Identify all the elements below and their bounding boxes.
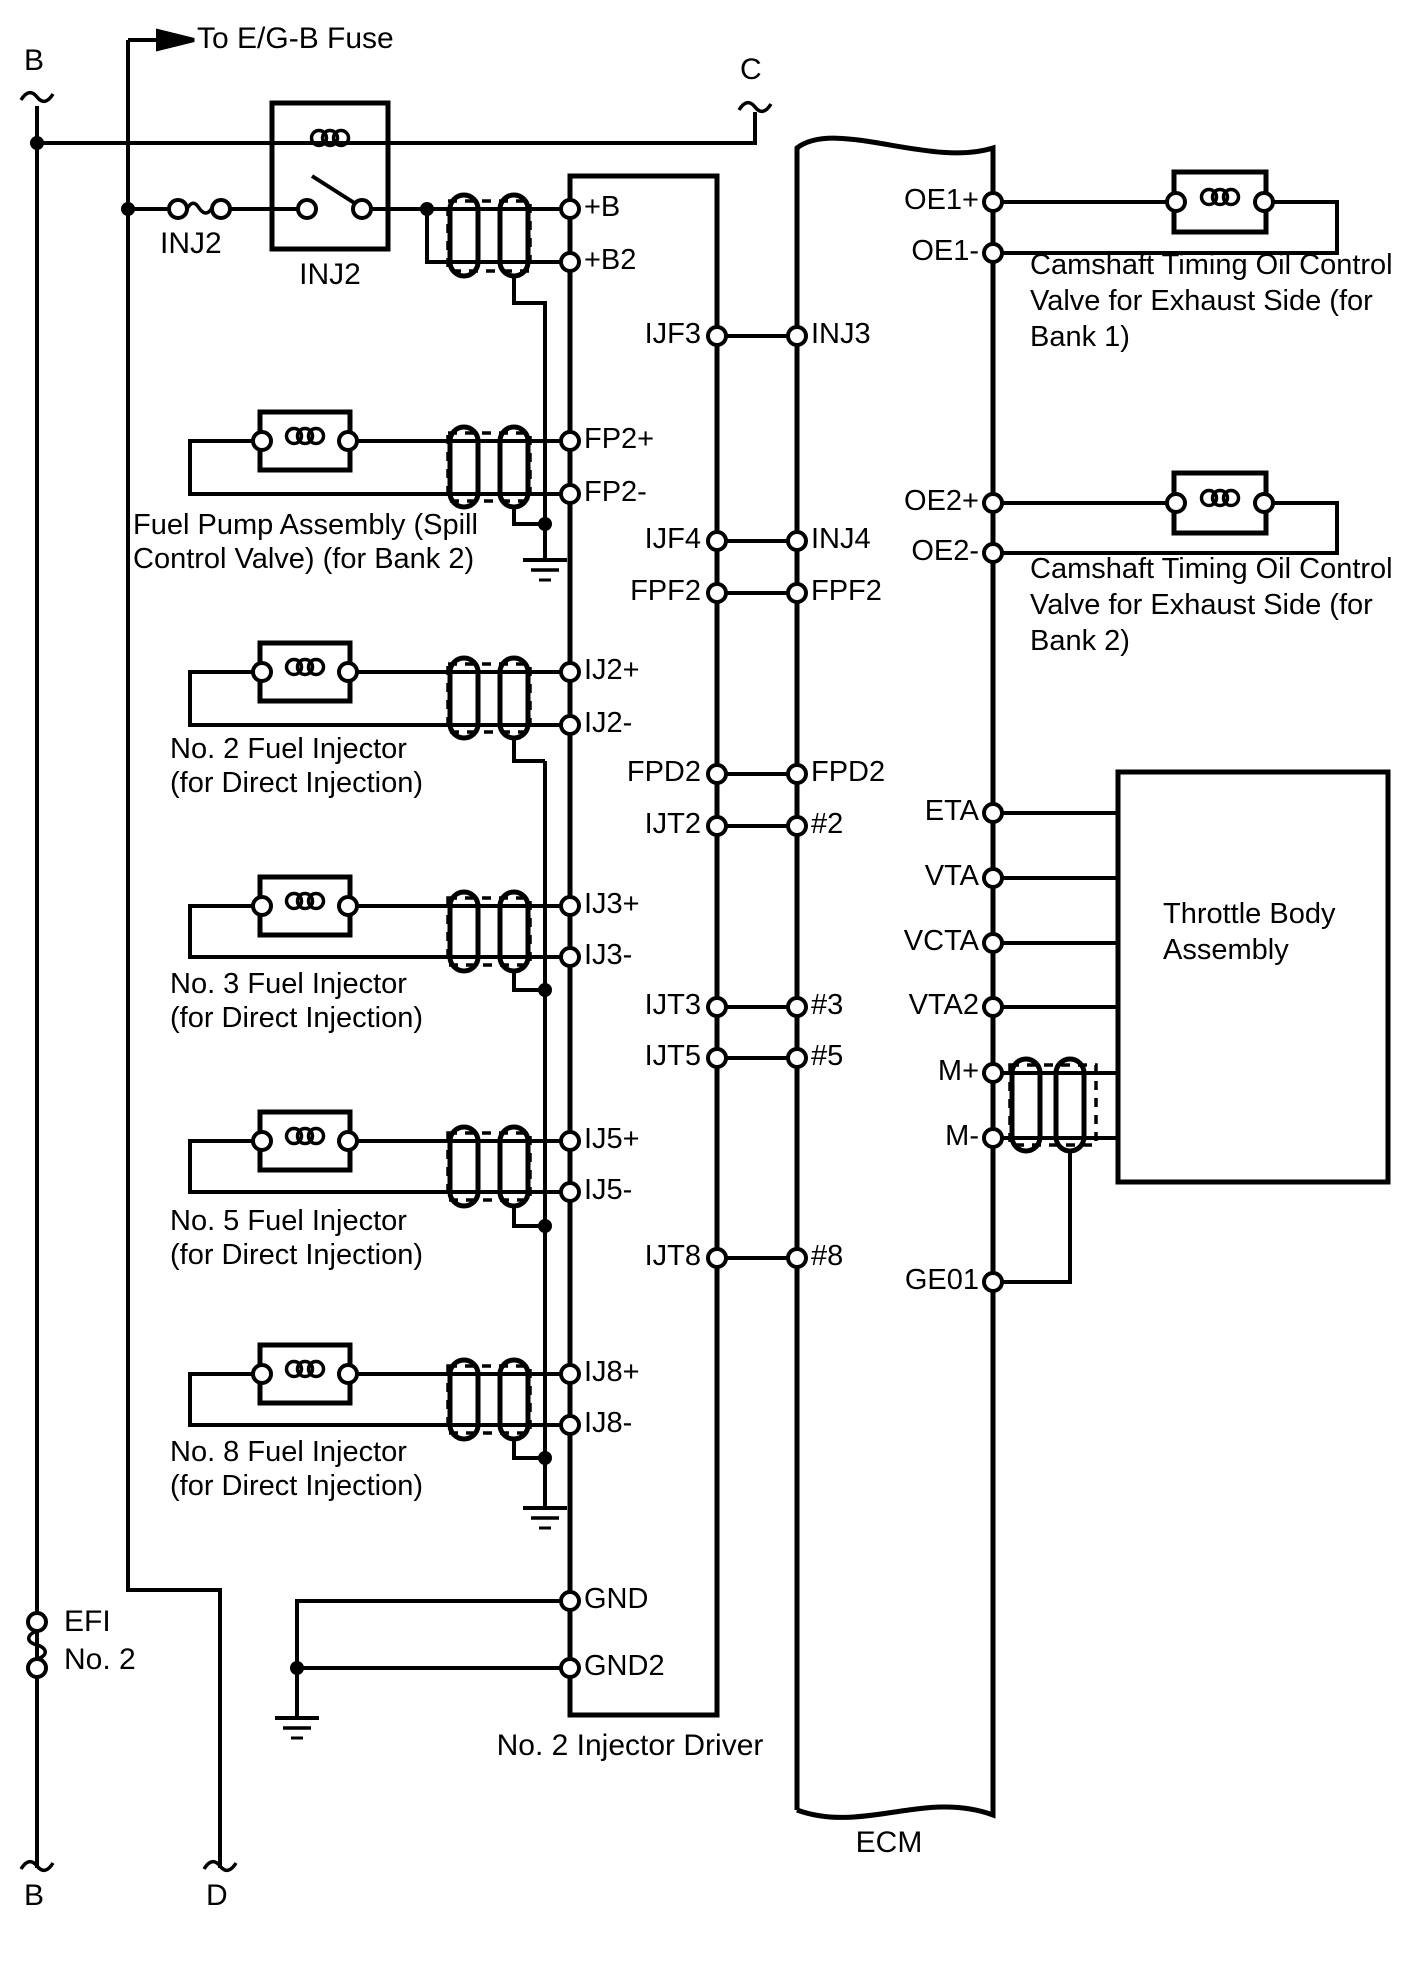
pin-label-driver-right-3: FPD2 [626,756,701,788]
shield-drain-m [993,1151,1070,1282]
label-fusible-link: INJ2 [160,227,222,260]
injector3-box [260,877,350,935]
label-injector3-2: (for Direct Injection) [170,1002,424,1034]
injector2-coil-icon [287,660,324,675]
label-oil-valve1-2: Valve for Exhaust Side (for [1030,285,1373,317]
pin-label-ecm-left-7: #8 [811,1240,844,1272]
gnd-wiring [275,1601,570,1738]
label-efi-1: EFI [64,1605,111,1638]
inj2-relay [272,103,570,249]
pin-label-ecm-right-9: M- [945,1120,979,1152]
egb-rail [128,31,236,1870]
pin-label-driver-left-9: IJ5- [584,1174,633,1206]
pin-label-driver-left-3: FP2- [584,476,647,508]
relay-box [272,103,388,249]
pin-label-driver-left-10: IJ8+ [584,1356,640,1388]
pin-label-driver-left-13: GND2 [584,1650,665,1682]
pin-label-ecm-right-2: OE2+ [904,485,979,517]
pin-label-driver-left-4: IJ2+ [584,654,640,686]
pin-label-driver-right-6: IJT5 [644,1040,701,1072]
label-injector5-1: No. 5 Fuel Injector [170,1205,407,1237]
pin-label-driver-left-8: IJ5+ [584,1123,640,1155]
pin-label-ecm-left-2: FPF2 [811,575,882,607]
label-to-egb-fuse: To E/G-B Fuse [197,22,394,55]
driver-ecm-wires [717,336,797,1258]
connector-break-b-top [21,93,53,102]
label-efi-2: No. 2 [64,1643,136,1676]
pin-label-driver-right-7: IJT8 [644,1240,701,1272]
label-oil-valve2-3: Bank 2) [1030,625,1130,657]
pin-label-ecm-left-0: INJ3 [811,318,871,350]
injector2-box [260,643,350,701]
connector-break-c [739,103,771,112]
pin-label-driver-right-1: IJF4 [644,523,701,555]
label-c-top: C [740,53,762,86]
shield-drain-ij2 [514,738,545,761]
relay-switch-blade [312,176,356,204]
label-driver-title: No. 2 Injector Driver [496,1729,764,1762]
pin-label-driver-right-5: IJT3 [644,989,701,1021]
b-rail [21,93,53,1871]
injector5-coil-icon [287,1129,324,1144]
ecm-box [797,138,993,1817]
fuel-pump-box [260,412,350,470]
pin-label-ecm-left-4: #2 [811,808,844,840]
fuel-pump-coil-icon [287,429,324,444]
arrow-icon [158,31,194,49]
label-oil-valve1-3: Bank 1) [1030,321,1130,353]
pin-label-ecm-right-1: OE1- [911,235,979,267]
relay-coil-line [37,103,771,143]
label-injector5-2: (for Direct Injection) [170,1239,424,1271]
throttle-body-box [1118,772,1388,1182]
pin-label-ecm-right-8: M+ [937,1055,979,1087]
efi-fuse [28,1613,46,1677]
oil-valve-bank1-coil-icon [1202,190,1239,205]
ground-symbol-3 [275,1668,319,1738]
label-b-top: B [24,44,45,77]
oil-valve-bank1-box [1174,172,1266,232]
oil-valve-bank1-component [993,172,1337,253]
pin-label-ecm-right-10: GE01 [904,1264,979,1296]
label-oil-valve2-2: Valve for Exhaust Side (for [1030,589,1373,621]
pin-label-ecm-right-0: OE1+ [904,184,979,216]
pin-label-driver-left-7: IJ3- [584,939,633,971]
label-fuel-pump-2: Control Valve) (for Bank 2) [133,543,475,575]
pin-label-ecm-right-4: ETA [924,795,979,827]
pin-label-driver-right-2: FPF2 [630,575,701,607]
pin-label-ecm-right-3: OE2- [911,535,979,567]
label-injector2-1: No. 2 Fuel Injector [170,733,407,765]
label-injector3-1: No. 3 Fuel Injector [170,968,407,1000]
pin-label-ecm-left-1: INJ4 [811,523,871,555]
pin-label-driver-left-2: FP2+ [584,423,655,455]
pin-label-ecm-right-5: VTA [924,860,979,892]
pin-label-ecm-right-7: VTA2 [908,989,979,1021]
label-b-bottom: B [24,1879,45,1912]
injector3-coil-icon [287,894,324,909]
pin-label-ecm-right-6: VCTA [903,925,979,957]
label-throttle-2: Assembly [1163,934,1289,966]
oil-valve-bank2-coil-icon [1202,491,1239,506]
label-injector8-2: (for Direct Injection) [170,1470,424,1502]
label-injector8-1: No. 8 Fuel Injector [170,1436,407,1468]
ground-symbol-2 [523,1458,567,1528]
ground-symbol-1 [523,524,567,580]
pin-label-driver-right-0: IJF3 [644,318,701,350]
throttle-body-component [993,772,1388,1282]
oil-valve-bank2-component [993,473,1337,553]
pin-label-driver-left-12: GND [584,1583,649,1615]
injector5-box [260,1112,350,1170]
pin-label-driver-left-1: +B2 [584,244,637,276]
oil-valve-bank2-box [1174,473,1266,533]
label-ecm-title: ECM [855,1826,923,1859]
pin-label-driver-left-0: +B [584,191,621,223]
pin-label-ecm-left-6: #5 [811,1040,844,1072]
label-oil-valve2-1: Camshaft Timing Oil Control [1030,553,1393,585]
pin-label-driver-right-4: IJT2 [644,808,701,840]
label-fuel-pump-1: Fuel Pump Assembly (Spill [133,509,478,541]
label-d-bottom: D [206,1879,228,1912]
label-throttle-1: Throttle Body [1163,898,1336,930]
pin-label-ecm-left-5: #3 [811,989,844,1021]
pin-label-driver-left-6: IJ3+ [584,888,640,920]
label-relay: INJ2 [299,258,361,291]
pin-label-ecm-left-3: FPD2 [811,756,886,788]
pin-label-driver-left-5: IJ2- [584,707,633,739]
label-oil-valve1-1: Camshaft Timing Oil Control [1030,249,1393,281]
pin-label-driver-left-11: IJ8- [584,1407,633,1439]
injector8-box [260,1345,350,1403]
label-injector2-2: (for Direct Injection) [170,767,424,799]
injector8-coil-icon [287,1362,324,1377]
